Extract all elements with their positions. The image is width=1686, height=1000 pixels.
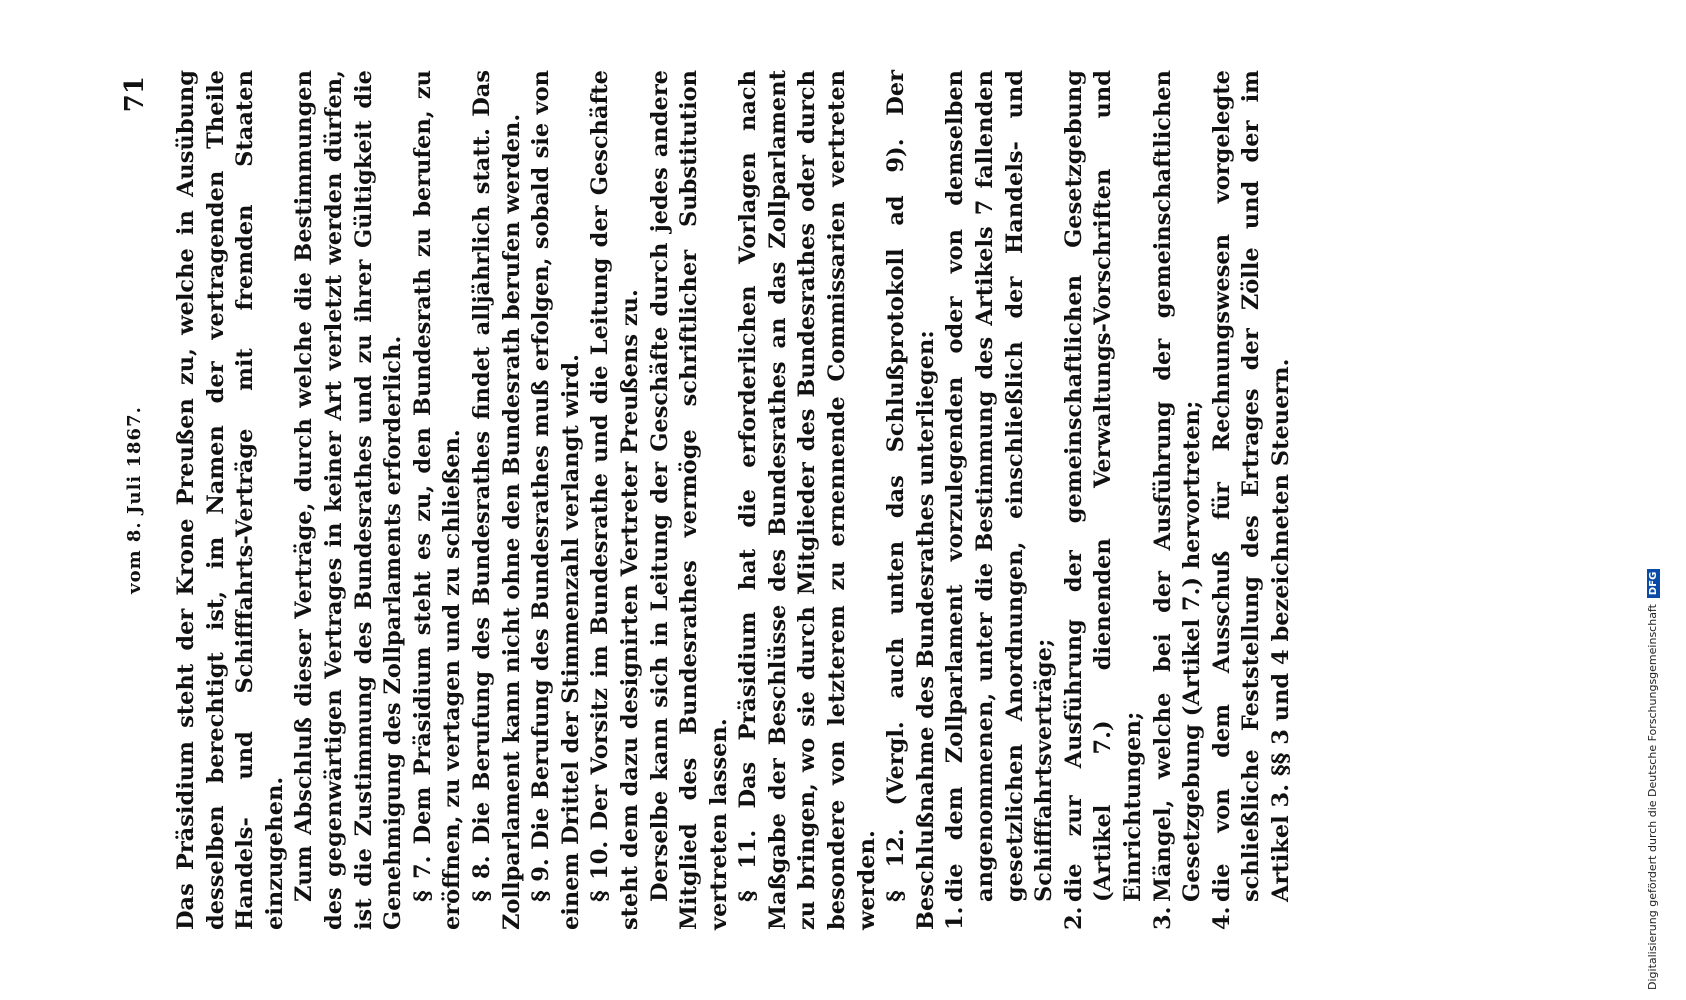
numbered-list <box>941 70 1296 930</box>
paragraph: Zum Abschluß dieser Verträge, durch welche die Bestimmungen des gegenwärtigen Vertrages in keiner Art verletzt werden dürfen, ist die Zustimmung des Bundesrathes und zu ihrer Gültigkeit die Genehmigung des Zollparlaments erforderlich. <box>291 70 407 930</box>
paragraph-section-11: § 11. Das Präsidium hat die erforderlichen Vorlagen nach Maßgabe der Beschlüsse des Bundesrathes an das Zollparlament zu bringen, wo sie durch Mitglieder des Bundesrathes oder durch besondere von letzterem zu ernennende Commissarien vertreten werden. <box>735 70 880 930</box>
paragraph-section-10: § 10. Der Vorsitz im Bundesrathe und die Leitung der Geschäfte steht dem dazu designirten Vertreter Preußens zu. <box>587 70 643 930</box>
list-item-number: 2. <box>1060 906 1087 930</box>
list-item-text: die dem Zollparlament vorzulegenden oder von demselben angenommenen, unter die Bestimmung des Artikels 7 fallenden gesetzlichen Anordnungen, einschließlich der Handels- und Schifffahrtsverträge; <box>942 70 1058 902</box>
paragraph-section-8: § 8. Die Berufung des Bundesrathes findet alljährlich statt. Das Zollparlament kann nicht ohne den Bundesrath berufen werden. <box>468 70 525 930</box>
list-item <box>941 70 1059 930</box>
dfg-logo: DFG <box>1647 569 1660 598</box>
paragraph-section-12: § 12. (Vergl. auch unten das Schlußprotokoll ad 9). Der Beschlußnahme des Bundesrathes unterliegen: <box>883 70 939 930</box>
rotated-page-content <box>120 70 1560 930</box>
page-number: 71 <box>120 76 150 113</box>
list-item-text: Mängel, welche bei der Ausführung der gemeinschaftlichen Gesetzgebung (Artikel 7.) hervortreten; <box>1149 70 1206 902</box>
page-body <box>172 70 1297 930</box>
digitization-credit-text: Digitalisierung gefördert durch die Deutsche Forschungsgemeinschaft <box>1646 604 1659 990</box>
running-head: vom 8. Juli 1867. <box>124 406 145 594</box>
list-item <box>1208 70 1297 930</box>
paragraph-section-9: § 9. Die Berufung des Bundesrathes muß erfolgen, sobald sie von einem Drittel der Stimmenzahl verlangt wird. <box>528 70 584 930</box>
list-item-text: die zur Ausführung der gemeinschaftlichen Gesetzgebung (Artikel 7.) dienenden Verwaltungs-Vorschriften und Einrichtungen; <box>1060 70 1146 902</box>
list-item-text: die von dem Ausschuß für Rechnungswesen vorgelegte schließliche Feststellung des Ertrages der Zölle und der im Artikel 3. §§ 3 und 4 bezeichneten Steuern. <box>1208 70 1294 902</box>
page-header <box>120 70 160 930</box>
paragraph-section-7: § 7. Dem Präsidium steht es zu, den Bundesrath zu berufen, zu eröffnen, zu vertagen und zu schließen. <box>409 70 466 930</box>
list-item-number: 3. <box>1149 906 1176 930</box>
list-item <box>1149 70 1208 930</box>
list-item-number: 1. <box>942 906 969 930</box>
list-item <box>1060 70 1149 930</box>
digitization-credit <box>1646 10 1660 990</box>
paragraph: Das Präsidium steht der Krone Preußen zu, welche in Ausübung desselben berechtigt ist, im Namen der vertragenden Theile Handels- und Schifffahrts-Verträge mit fremden Staaten einzugehen. <box>173 70 288 930</box>
paragraph: Derselbe kann sich in Leitung der Geschäfte durch jedes andere Mitglied des Bundesrathes vermöge schriftlicher Substitution vertreten lassen. <box>646 70 732 930</box>
list-item-number: 4. <box>1208 906 1235 930</box>
